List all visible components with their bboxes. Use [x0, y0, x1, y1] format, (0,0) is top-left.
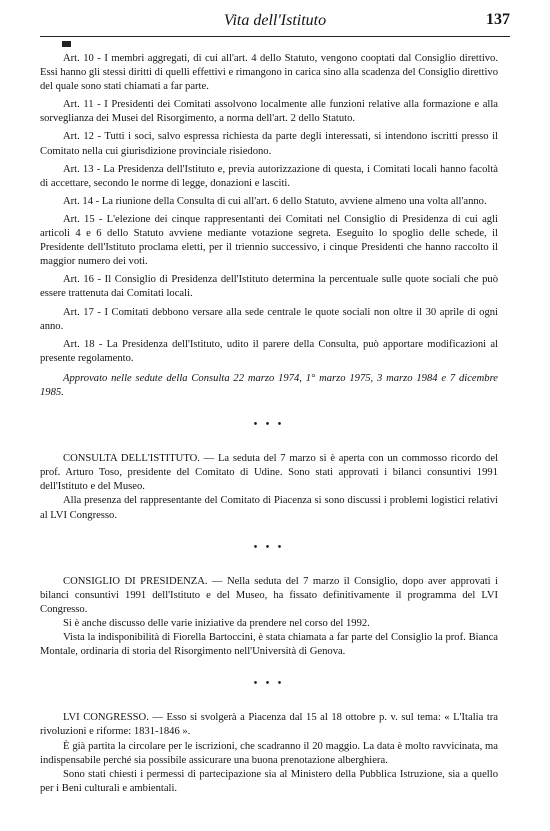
section-paragraph: CONSULTA DELL'ISTITUTO. — La seduta del 7 marzo si è aperta con un commosso ricordo del prof. Arturo Toso, presidente del Comitato di Udine. Sono stati approvati i bilanci consuntivi 1991 dell'Istituto e del Museo.: [40, 453, 498, 493]
page-number: 137: [486, 11, 510, 28]
running-header: [40, 10, 510, 37]
page-body: [40, 52, 498, 796]
approval-note: Approvato nelle sedute della Consulta 22 marzo 1974, 1° marzo 1975, 3 marzo 1984 e 7 dicembre 1985.: [40, 372, 498, 398]
section-paragraph: È già partita la circolare per le iscrizioni, che scadranno il 20 maggio. La data è molto ravvicinata, ma indispensabile perché sia possibile assicurare una buona prenotazione alberghiera.: [40, 740, 498, 766]
article-12: Art. 12 - Tutti i soci, salvo espressa richiesta da parte degli interessati, si intendono iscritti presso il Comitato nella cui giurisdizione provinciale risiedono.: [40, 131, 498, 157]
section-consiglio: [40, 575, 498, 660]
section-paragraph: Si è anche discusso delle varie iniziative da prendere nel corso del 1992.: [63, 618, 370, 629]
ink-mark: [62, 41, 71, 47]
section-congresso: [40, 711, 498, 796]
section-paragraph: LVI CONGRESSO. — Esso si svolgerà a Piacenza dal 15 al 18 ottobre p. v. sul tema: « L'Italia tra rivoluzioni e riforme: 1831-1846 ».: [40, 712, 498, 738]
article-18: Art. 18 - La Presidenza dell'Istituto, udito il parere della Consulta, può apportare modificazioni al presente regolamento.: [40, 338, 498, 364]
running-title: Vita dell'Istituto: [223, 12, 327, 29]
section-paragraph: CONSIGLIO DI PRESIDENZA. — Nella seduta del 7 marzo il Consiglio, dopo aver approvati i bilanci consuntivi 1991 dell'Istituto e del Museo, ha fissato definitivamente il programma del LVI Congresso.: [40, 575, 498, 615]
article-15: Art. 15 - L'elezione dei cinque rappresentanti dei Comitati nel Consiglio di Presidenza di cui agli articoli 4 e 6 dello Statuto avviene mediante votazione segreta. Eseguito lo spoglio delle schede, il Presidente dell'Istituto proclama eletti, per il triennio successivo, i cinque Presidenti che hanno raccolto il maggior numero dei voti.: [40, 213, 498, 268]
section-separator: • • •: [253, 419, 285, 431]
section-separator: • • •: [253, 678, 285, 690]
article-14: Art. 14 - La riunione della Consulta di cui all'art. 6 dello Statuto, avviene almeno una volta all'anno.: [63, 195, 487, 207]
section-paragraph: Vista la indisponibilità di Fiorella Bartoccini, è stata chiamata a far parte del Consiglio la prof. Bianca Montale, ordinaria di storia del Risorgimento nell'Università di Genova.: [40, 632, 498, 658]
section-separator: • • •: [253, 541, 285, 553]
article-17: Art. 17 - I Comitati debbono versare alla sede centrale le quote sociali non oltre il 30 aprile di ogni anno.: [40, 306, 498, 332]
section-paragraph: Alla presenza del rappresentante del Comitato di Piacenza si sono discussi i problemi logistici relativi al LVI Congresso.: [40, 495, 498, 521]
article-13: Art. 13 - La Presidenza dell'Istituto e, previa autorizzazione di questa, i Comitati locali hanno facoltà di accettare, secondo le norme di legge, donazioni e lasciti.: [40, 163, 498, 189]
section-paragraph: Sono stati chiesti i permessi di partecipazione sia al Ministero della Pubblica Istruzione, sia a quello per i Beni culturali e ambientali.: [40, 768, 498, 794]
article-10: Art. 10 - I membri aggregati, di cui all'art. 4 dello Statuto, vengono cooptati dal Consiglio direttivo. Essi hanno gli stessi diritti di quelli effettivi e rimangono in carica sino alla scadenza del Consiglio direttivo del quale sono stati chiamati a far parte.: [40, 53, 498, 93]
article-11: Art. 11 - I Presidenti dei Comitati assolvono localmente alle funzioni relative alla formazione e alla sorveglianza dei Musei del Risorgimento, a norma dell'art. 2 dello Statuto.: [40, 99, 498, 125]
section-consulta: [40, 452, 498, 522]
article-16: Art. 16 - Il Consiglio di Presidenza dell'Istituto determina la percentuale sulle quote sociali che può essere trattenuta dai Comitati locali.: [40, 274, 498, 300]
